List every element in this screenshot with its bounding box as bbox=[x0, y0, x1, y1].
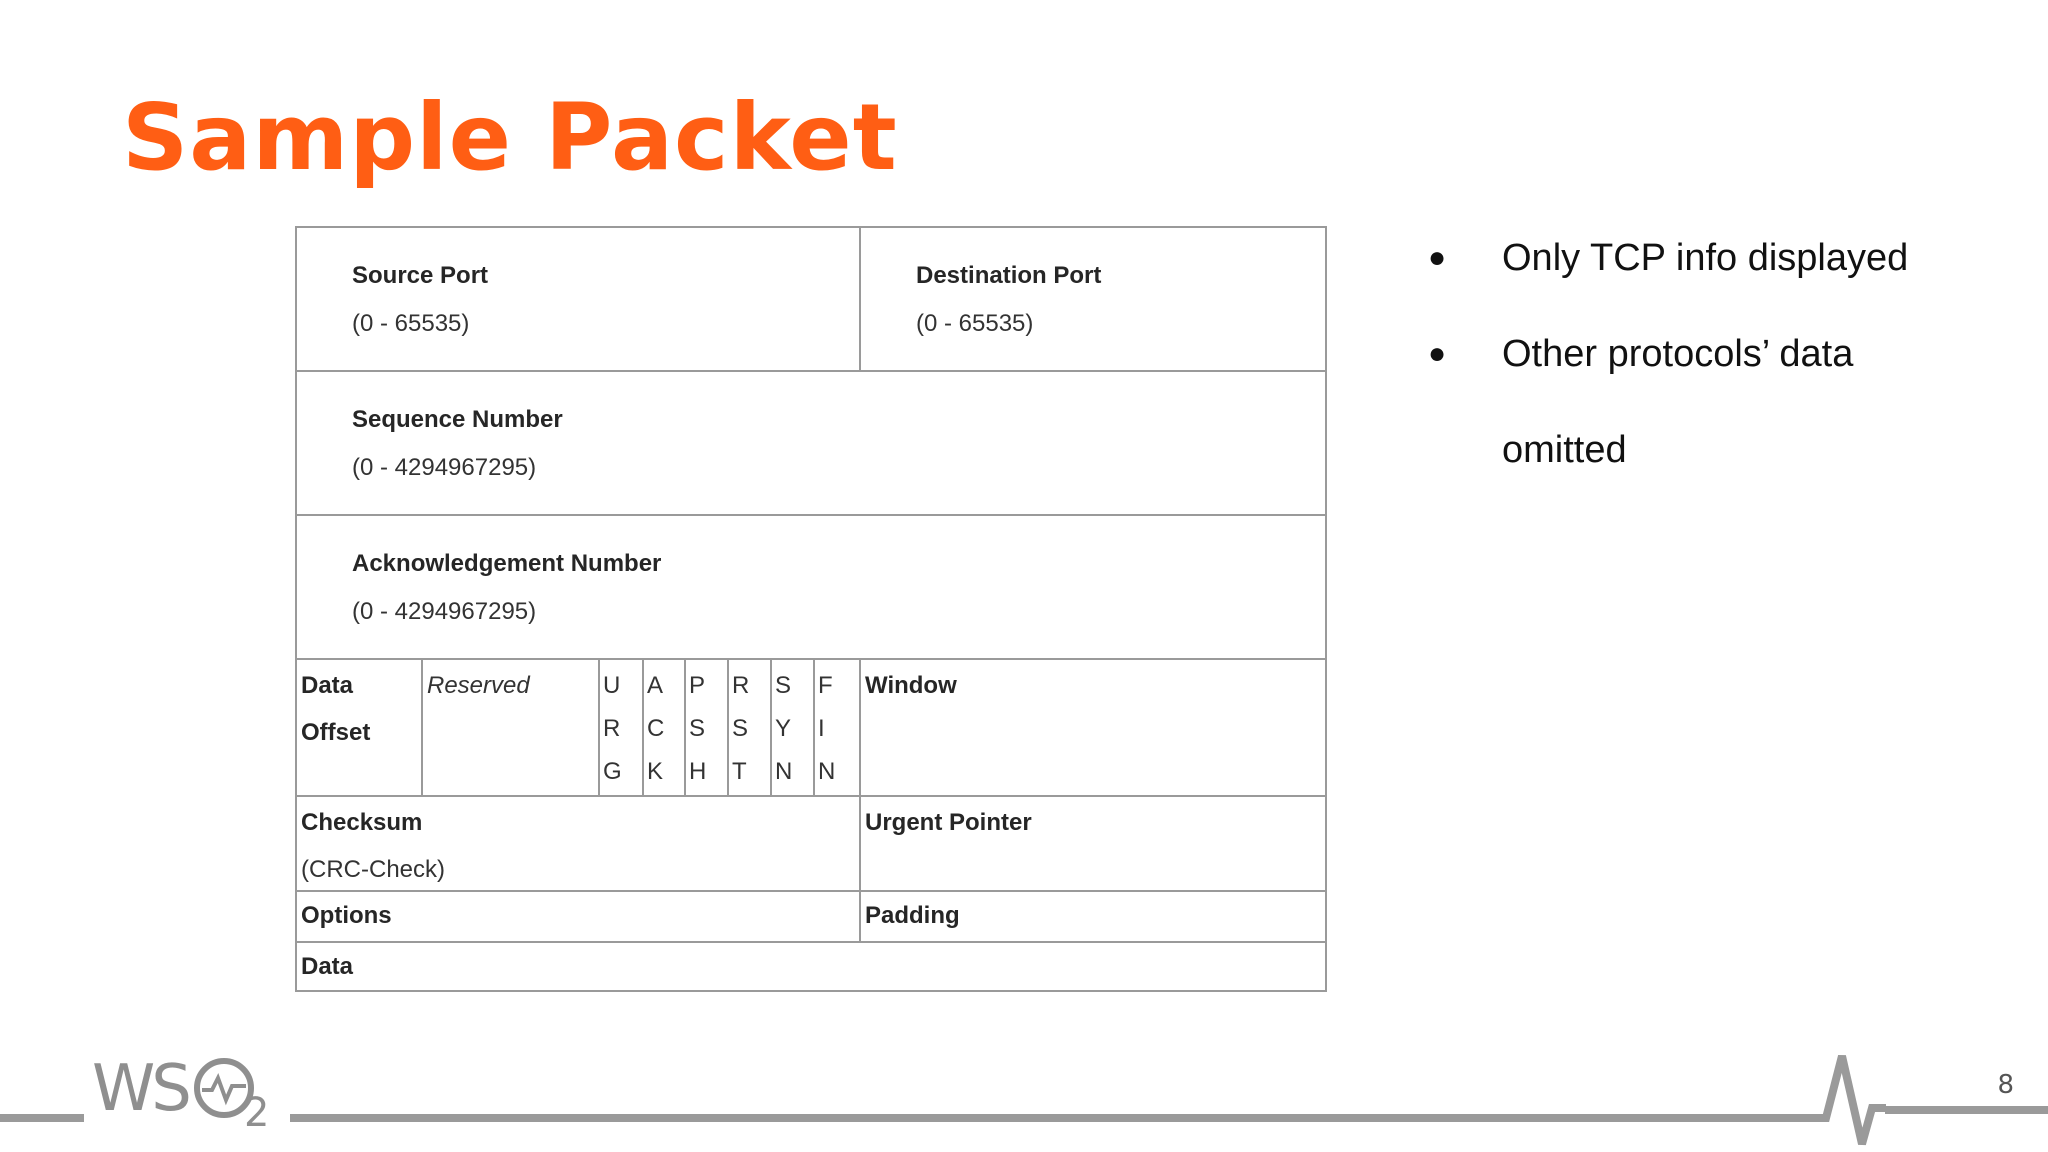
window-cell bbox=[859, 658, 1327, 796]
sequence-number-label: Sequence Number bbox=[352, 406, 563, 433]
flag-ack: A C K bbox=[642, 658, 685, 796]
ack-number-label: Acknowledgement Number bbox=[352, 550, 662, 577]
data-offset-line1: Data bbox=[301, 672, 354, 699]
destination-port-cell bbox=[859, 228, 1327, 372]
flag-psh: P S H bbox=[684, 658, 728, 796]
footer-line-main bbox=[290, 1114, 1825, 1122]
svg-text:2: 2 bbox=[244, 1090, 270, 1128]
data-offset-line2: Offset bbox=[301, 719, 371, 746]
pulse-icon bbox=[1810, 1048, 1890, 1152]
footer-line-right bbox=[1885, 1106, 2048, 1114]
bullet-item-tcp: ● Only TCP info displayed bbox=[1428, 210, 2028, 306]
wso2-logo bbox=[92, 1048, 282, 1128]
urgent-pointer-label: Urgent Pointer bbox=[865, 809, 1032, 836]
flag-fin: F I N bbox=[813, 658, 860, 796]
sequence-number-range: (0 - 4294967295) bbox=[352, 454, 537, 481]
data-offset-cell bbox=[297, 658, 422, 796]
bullet-dot-icon: ● bbox=[1428, 241, 1447, 274]
padding-cell bbox=[859, 890, 1327, 942]
destination-port-range: (0 - 65535) bbox=[916, 310, 1034, 337]
bullet-list bbox=[1428, 210, 2028, 498]
slide-title: Sample Packet bbox=[122, 84, 898, 191]
destination-port-label: Destination Port bbox=[916, 262, 1102, 289]
sequence-number-cell bbox=[297, 370, 1327, 515]
checksum-cell bbox=[297, 795, 860, 891]
source-port-label: Source Port bbox=[352, 262, 489, 289]
checksum-label: Checksum bbox=[301, 809, 423, 836]
ack-number-range: (0 - 4294967295) bbox=[352, 598, 537, 625]
urgent-pointer-cell bbox=[859, 795, 1327, 891]
footer-line-left bbox=[0, 1114, 84, 1122]
data-label: Data bbox=[301, 953, 354, 980]
window-label: Window bbox=[865, 672, 957, 699]
page-number: 8 bbox=[1997, 1070, 2014, 1100]
svg-text:WS: WS bbox=[92, 1052, 188, 1126]
padding-label: Padding bbox=[865, 902, 960, 929]
data-cell bbox=[297, 941, 1327, 992]
flag-urg: U R G bbox=[598, 658, 643, 796]
flag-rst: R S T bbox=[727, 658, 771, 796]
reserved-cell bbox=[421, 658, 599, 796]
bullet-item-protocols: ● Other protocols’ data bbox=[1428, 306, 2028, 402]
checksum-sub: (CRC-Check) bbox=[301, 856, 445, 883]
options-label: Options bbox=[301, 902, 392, 929]
bullet-dot-icon: ● bbox=[1428, 337, 1447, 370]
options-cell bbox=[297, 890, 860, 942]
source-port-cell bbox=[297, 228, 859, 372]
reserved-label: Reserved bbox=[427, 672, 530, 699]
flag-syn: S Y N bbox=[770, 658, 814, 796]
source-port-range: (0 - 65535) bbox=[352, 310, 470, 337]
bullet-item-continued: omitted bbox=[1502, 429, 1627, 471]
tcp-header-table bbox=[295, 226, 1327, 992]
ack-number-cell bbox=[297, 514, 1327, 659]
